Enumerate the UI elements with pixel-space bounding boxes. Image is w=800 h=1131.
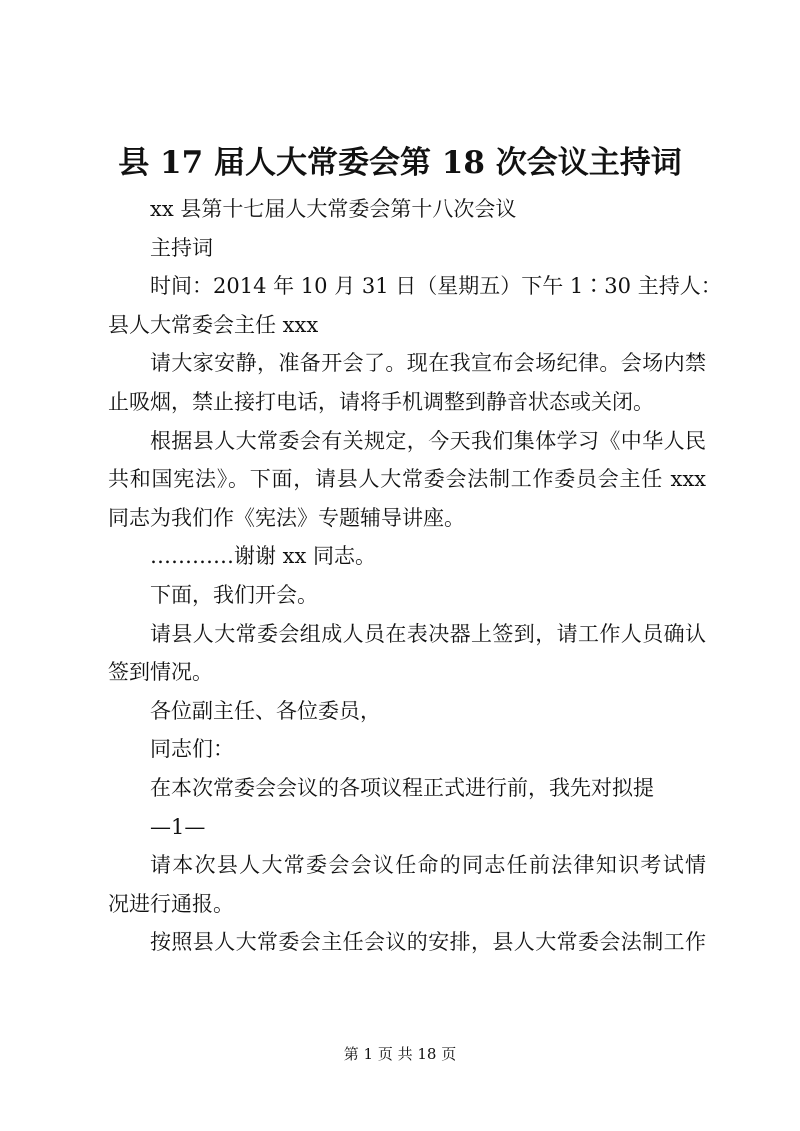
time-host-line: 时间：2014 年 10 月 31 日（星期五）下午 1∶30 主持人： bbox=[150, 274, 722, 299]
document-title: 县 17 届人大常委会第 18 次会议主持词 bbox=[118, 145, 682, 181]
inline-page-marker: —1— bbox=[150, 814, 206, 839]
paragraph-line: 按照县人大常委会主任会议的安排，县人大常委会法制工作 bbox=[150, 930, 706, 955]
paragraph-line: 下面，我们开会。 bbox=[150, 582, 318, 607]
paragraph-line: …………谢谢 xx 同志。 bbox=[150, 544, 377, 569]
paragraph-line: 共和国宪法》。下面，请县人大常委会法制工作委员会主任 xxx bbox=[108, 467, 706, 492]
meeting-name-line: xx 县第十七届人大常委会第十八次会议 bbox=[150, 197, 517, 221]
host-speech-label: 主持词 bbox=[150, 235, 213, 260]
page-footer: 第 1 页 共 18 页 bbox=[343, 1045, 457, 1063]
paragraph-line: 请本次县人大常委会会议任命的同志任前法律知识考试情 bbox=[150, 853, 706, 878]
document-body bbox=[108, 190, 722, 962]
paragraph-line: 根据县人大常委会有关规定，今天我们集体学习《中华人民 bbox=[150, 428, 706, 453]
paragraph-line: 况进行通报。 bbox=[108, 891, 234, 916]
paragraph-line: 请大家安静，准备开会了。现在我宣布会场纪律。会场内禁 bbox=[150, 351, 706, 376]
paragraph-line: 各位副主任、各位委员， bbox=[150, 698, 381, 723]
paragraph-line: 同志们： bbox=[150, 737, 234, 762]
host-name-line: 县人大常委会主任 xxx bbox=[108, 312, 319, 337]
paragraph-line: 同志为我们作《宪法》专题辅导讲座。 bbox=[108, 505, 465, 530]
paragraph-line: 止吸烟，禁止接打电话，请将手机调整到静音状态或关闭。 bbox=[108, 389, 654, 414]
paragraph-line: 在本次常委会会议的各项议程正式进行前，我先对拟提 bbox=[150, 775, 654, 800]
paragraph-line: 签到情况。 bbox=[108, 660, 213, 685]
paragraph-line: 请县人大常委会组成人员在表决器上签到，请工作人员确认 bbox=[150, 621, 706, 646]
